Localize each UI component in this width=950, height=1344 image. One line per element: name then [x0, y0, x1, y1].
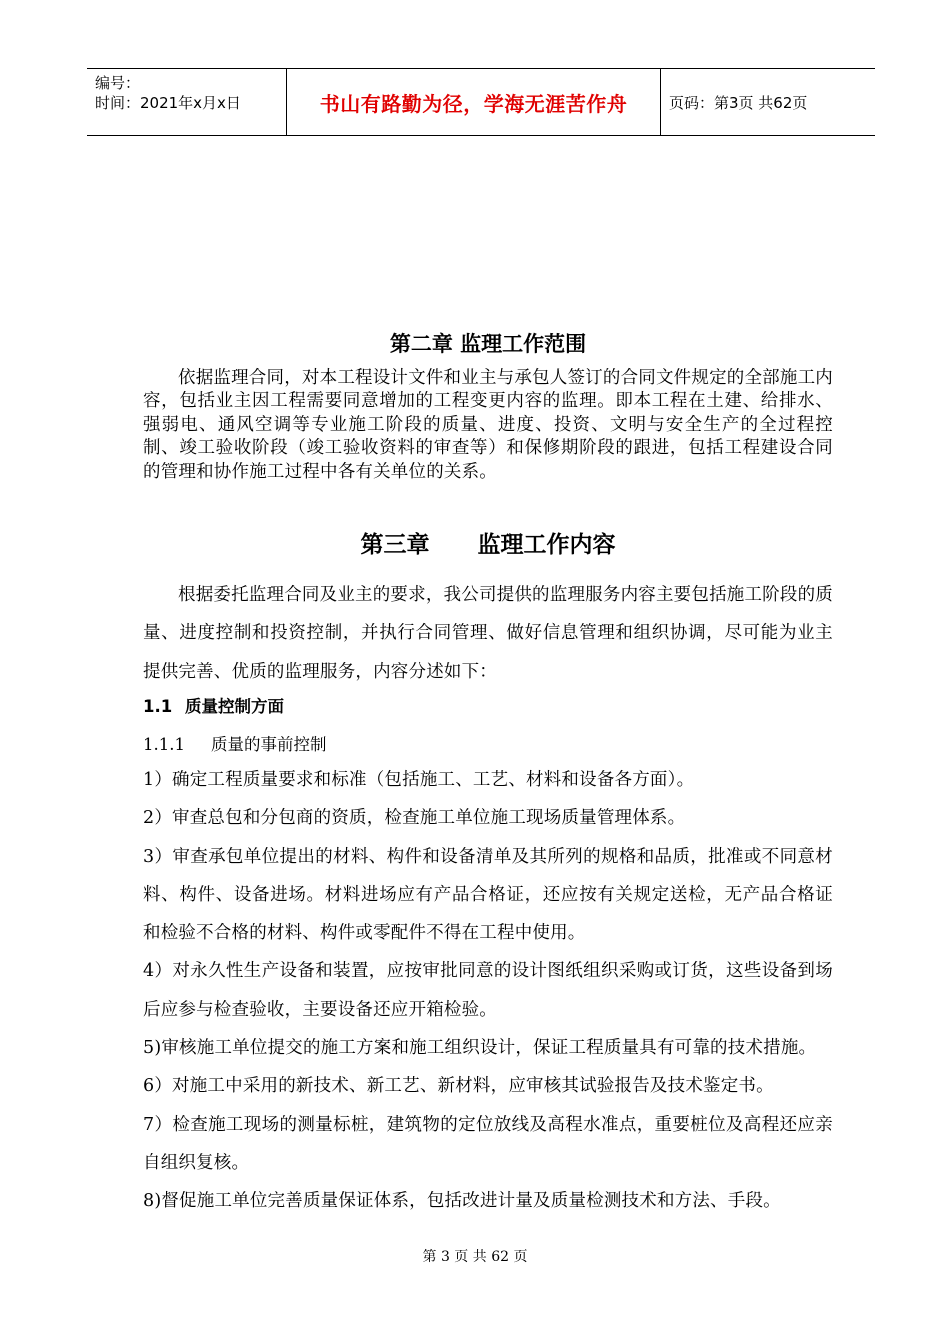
page-header — [87, 68, 875, 136]
list-item: 7）检查施工现场的测量标桩，建筑物的定位放线及高程水准点，重要桩位及高程还应亲自组织复核。 — [143, 1114, 833, 1173]
page-footer: 第 3 页 共 62 页 — [422, 1249, 528, 1265]
header-motto-cell — [287, 69, 661, 135]
chapter-2-title: 第二章 监理工作范围 — [389, 332, 587, 356]
chapter-3-intro: 根据委托监理合同及业主的要求，我公司提供的监理服务内容主要包括施工阶段的质量、进度控制和投资控制，并执行合同管理、做好信息管理和组织协调，尽可能为业主提供完善、优质的监理服务，内容分述如下： — [143, 585, 833, 682]
chapter-3-heading: 监理工作内容 — [477, 532, 616, 558]
header-page-info: 页码：第3页 共62页 — [669, 93, 808, 112]
chapter-2-paragraph: 依据监理合同，对本工程设计文件和业主与承包人签订的合同文件规定的全部施工内容，包括业主因工程需要同意增加的工程变更内容的监理。即本工程在土建、给排水、强弱电、通风空调等专业施工阶段的质量、进度、投资、文明与安全生产的全过程控制、竣工验收阶段（竣工验收资料的审查等）和保修期阶段的跟进，包括工程建设合同的管理和协作施工过程中各有关单位的关系。 — [143, 368, 833, 482]
list-item: 1）确定工程质量要求和标准（包括施工、工艺、材料和设备各方面）。 — [143, 770, 695, 790]
list-item: 3）审查承包单位提出的材料、构件和设备清单及其所列的规格和品质，批准或不同意材料、构件、设备进场。材料进场应有产品合格证，还应按有关规定送检，无产品合格证和检验不合格的材料、构件或零配件不得在工程中使用。 — [143, 846, 833, 944]
header-meta-cell — [87, 69, 287, 135]
section-number: 1.1 — [143, 697, 173, 716]
control-items-list — [143, 761, 833, 1221]
header-page-cell — [661, 69, 875, 135]
section-title: 质量控制方面 — [185, 697, 284, 716]
list-item: 6）对施工中采用的新技术、新工艺、新材料，应审核其试验报告及技术鉴定书。 — [143, 1076, 774, 1097]
subsection-title: 质量的事前控制 — [211, 735, 327, 754]
list-item: 5)审核施工单位提交的施工方案和施工组织设计，保证工程质量具有可靠的技术措施。 — [143, 1038, 817, 1059]
list-item: 4）对永久性生产设备和装置，应按审批同意的设计图纸组织采购或订货，这些设备到场后应参与检查验收，主要设备还应开箱检验。 — [143, 961, 833, 1020]
chapter-3-number: 第三章 — [360, 532, 430, 558]
document-number-label: 编号： — [95, 74, 141, 92]
header-motto: 书山有路勤为径，学海无涯苦作舟 — [319, 91, 628, 116]
section-heading — [143, 693, 284, 717]
list-item: 8)督促施工单位完善质量保证体系，包括改进计量及质量检测技术和方法、手段。 — [143, 1191, 781, 1212]
chapter-3-title — [143, 526, 833, 559]
document-date-label: 时间：2021年x月x日 — [95, 94, 241, 112]
subsection-number: 1.1.1 — [143, 735, 185, 754]
subsection-heading — [143, 731, 327, 755]
list-item: 2）审查总包和分包商的资质，检查施工单位施工现场质量管理体系。 — [143, 808, 686, 829]
